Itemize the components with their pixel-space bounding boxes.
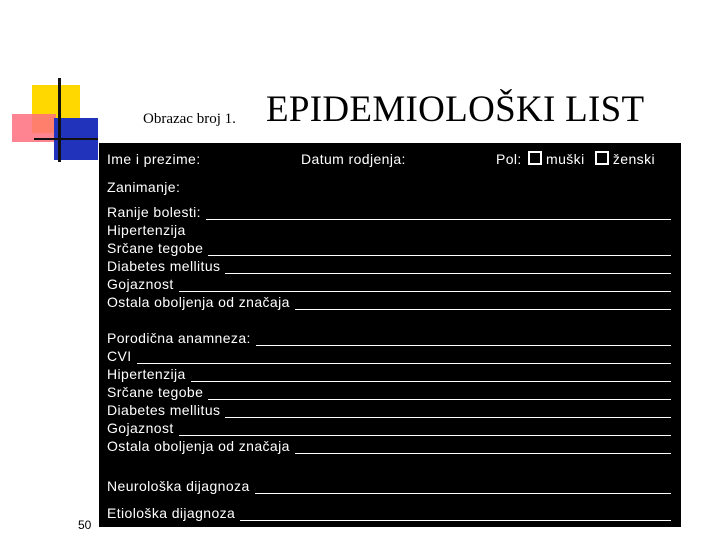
family-item-row [107, 366, 671, 382]
family-item-row [107, 402, 671, 418]
male-label: muški [546, 151, 585, 167]
family-item-label: Srčane tegobe [107, 384, 204, 400]
decor-horizontal-line [34, 138, 98, 140]
history-item-label: Srčane tegobe [107, 240, 204, 256]
history-row [107, 204, 671, 220]
history-item-line[interactable] [208, 243, 671, 256]
family-item-line[interactable] [295, 441, 671, 454]
history-item-row [107, 276, 671, 292]
family-item-line[interactable] [179, 423, 671, 436]
family-item-line[interactable] [208, 387, 671, 400]
history-label: Ranije bolesti: [107, 204, 201, 220]
history-item-row [107, 240, 671, 256]
history-item-line[interactable] [295, 297, 671, 310]
family-item-label: Gojaznost [107, 420, 174, 436]
family-item-label: Ostala oboljenja od značaja [107, 438, 290, 454]
male-checkbox[interactable] [528, 151, 542, 165]
family-item-line[interactable] [225, 405, 671, 418]
history-item-row [107, 294, 671, 310]
female-label: ženski [612, 151, 655, 167]
history-item-label: Ostala oboljenja od značaja [107, 294, 290, 310]
neuro-label: Neurološka dijagnoza [107, 478, 250, 494]
family-item-row [107, 384, 671, 400]
neuro-row [107, 478, 671, 494]
form-number: Obrazac broj 1. [143, 111, 236, 127]
history-item-label: Diabetes mellitus [107, 258, 221, 274]
decor-vertical-line [58, 78, 61, 162]
etio-label: Etiološka dijagnoza [107, 505, 236, 521]
family-item-label: Diabetes mellitus [107, 402, 221, 418]
dob-label: Datum rodjenja: [301, 151, 406, 167]
history-item-label: Hipertenzija [107, 222, 186, 238]
female-checkbox[interactable] [595, 151, 609, 165]
family-item-row [107, 348, 671, 364]
family-line[interactable] [256, 333, 671, 346]
name-label: Ime i prezime: [107, 151, 201, 167]
etio-line[interactable] [240, 508, 671, 521]
neuro-line[interactable] [255, 481, 671, 494]
occupation-label: Zanimanje: [107, 179, 181, 195]
slide-number: 50 [78, 518, 92, 532]
history-item-row [107, 222, 671, 238]
history-item-label: Gojaznost [107, 276, 174, 292]
etio-row [107, 505, 671, 521]
form-panel [99, 143, 681, 527]
family-item-row [107, 420, 671, 436]
family-item-line[interactable] [191, 369, 671, 382]
family-row [107, 330, 671, 346]
history-item-row [107, 258, 671, 274]
page-title: EPIDEMIOLOŠKI LIST [266, 89, 645, 130]
family-item-label: CVI [107, 348, 132, 364]
history-item-line[interactable] [225, 261, 671, 274]
family-item-label: Hipertenzija [107, 366, 186, 382]
family-item-line[interactable] [137, 351, 671, 364]
history-line[interactable] [206, 207, 671, 220]
sex-field [496, 151, 655, 167]
sex-label: Pol: [496, 151, 522, 167]
history-item-line[interactable] [179, 279, 671, 292]
family-label: Porodična anamneza: [107, 330, 251, 346]
family-item-row [107, 438, 671, 454]
